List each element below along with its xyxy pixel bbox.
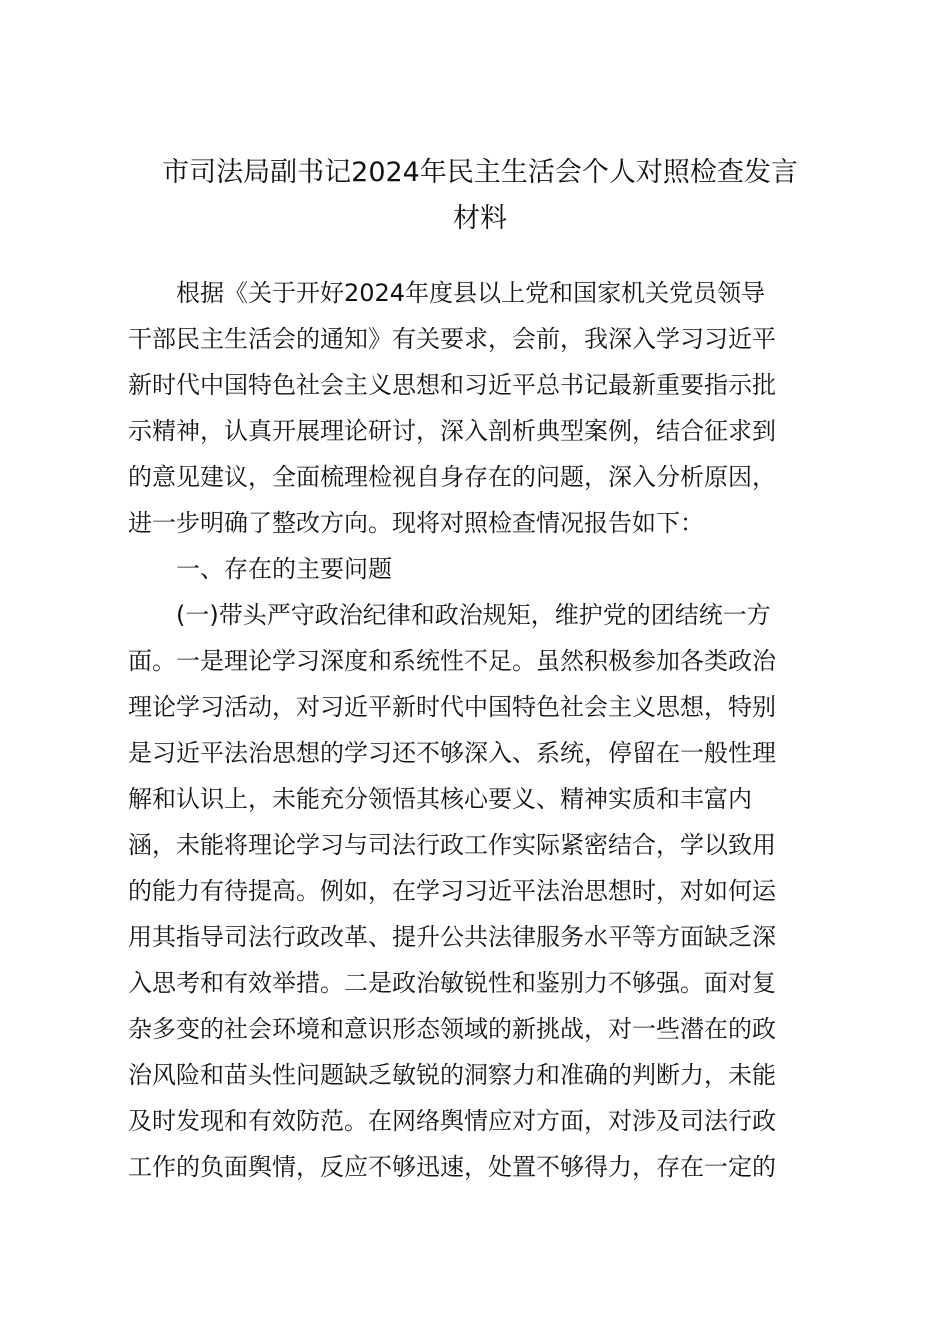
body-line: 及时发现和有效防范。在网络舆情应对方面，对涉及司法行政: [128, 1107, 776, 1135]
section-heading: 一、存在的主要问题: [176, 555, 392, 583]
document-title-line-1: 市司法局副书记2024年民主生活会个人对照检查发言: [162, 157, 798, 188]
body-line: 面。一是理论学习深度和系统性不足。虽然积极参加各类政治: [128, 647, 776, 675]
body-line: 根据《关于开好2024年度县以上党和国家机关党员领导: [176, 279, 766, 307]
body-line: 涵，未能将理论学习与司法行政工作实际紧密结合，学以致用: [128, 831, 776, 859]
body-line: 解和认识上，未能充分领悟其核心要义、精神实质和丰富内: [128, 785, 752, 813]
body-line: 的意见建议，全面梳理检视自身存在的问题，深入分析原因，: [128, 463, 776, 491]
document-title-line-2: 材料: [453, 203, 507, 234]
body-line: 是习近平法治思想的学习还不够深入、系统，停留在一般性理: [128, 739, 776, 767]
body-line: 干部民主生活会的通知》有关要求，会前，我深入学习习近平: [128, 325, 776, 353]
body-line: 理论学习活动，对习近平新时代中国特色社会主义思想，特别: [128, 693, 776, 721]
body-line: 治风险和苗头性问题缺乏敏锐的洞察力和准确的判断力，未能: [128, 1061, 776, 1089]
body-line: 新时代中国特色社会主义思想和习近平总书记最新重要指示批: [128, 371, 776, 399]
body-line: (一)带头严守政治纪律和政治规矩，维护党的团结统一方: [176, 601, 771, 629]
body-line: 进一步明确了整改方向。现将对照检查情况报告如下：: [128, 509, 704, 537]
body-line: 入思考和有效举措。二是政治敏锐性和鉴别力不够强。面对复: [128, 969, 776, 997]
body-line: 示精神，认真开展理论研讨，深入剖析典型案例，结合征求到: [128, 417, 776, 445]
body-line: 的能力有待提高。例如，在学习习近平法治思想时，对如何运: [128, 877, 776, 905]
body-line: 用其指导司法行政改革、提升公共法律服务水平等方面缺乏深: [128, 923, 776, 951]
body-line: 杂多变的社会环境和意识形态领域的新挑战，对一些潜在的政: [128, 1015, 776, 1043]
body-line: 工作的负面舆情，反应不够迅速，处置不够得力，存在一定的: [128, 1153, 776, 1181]
